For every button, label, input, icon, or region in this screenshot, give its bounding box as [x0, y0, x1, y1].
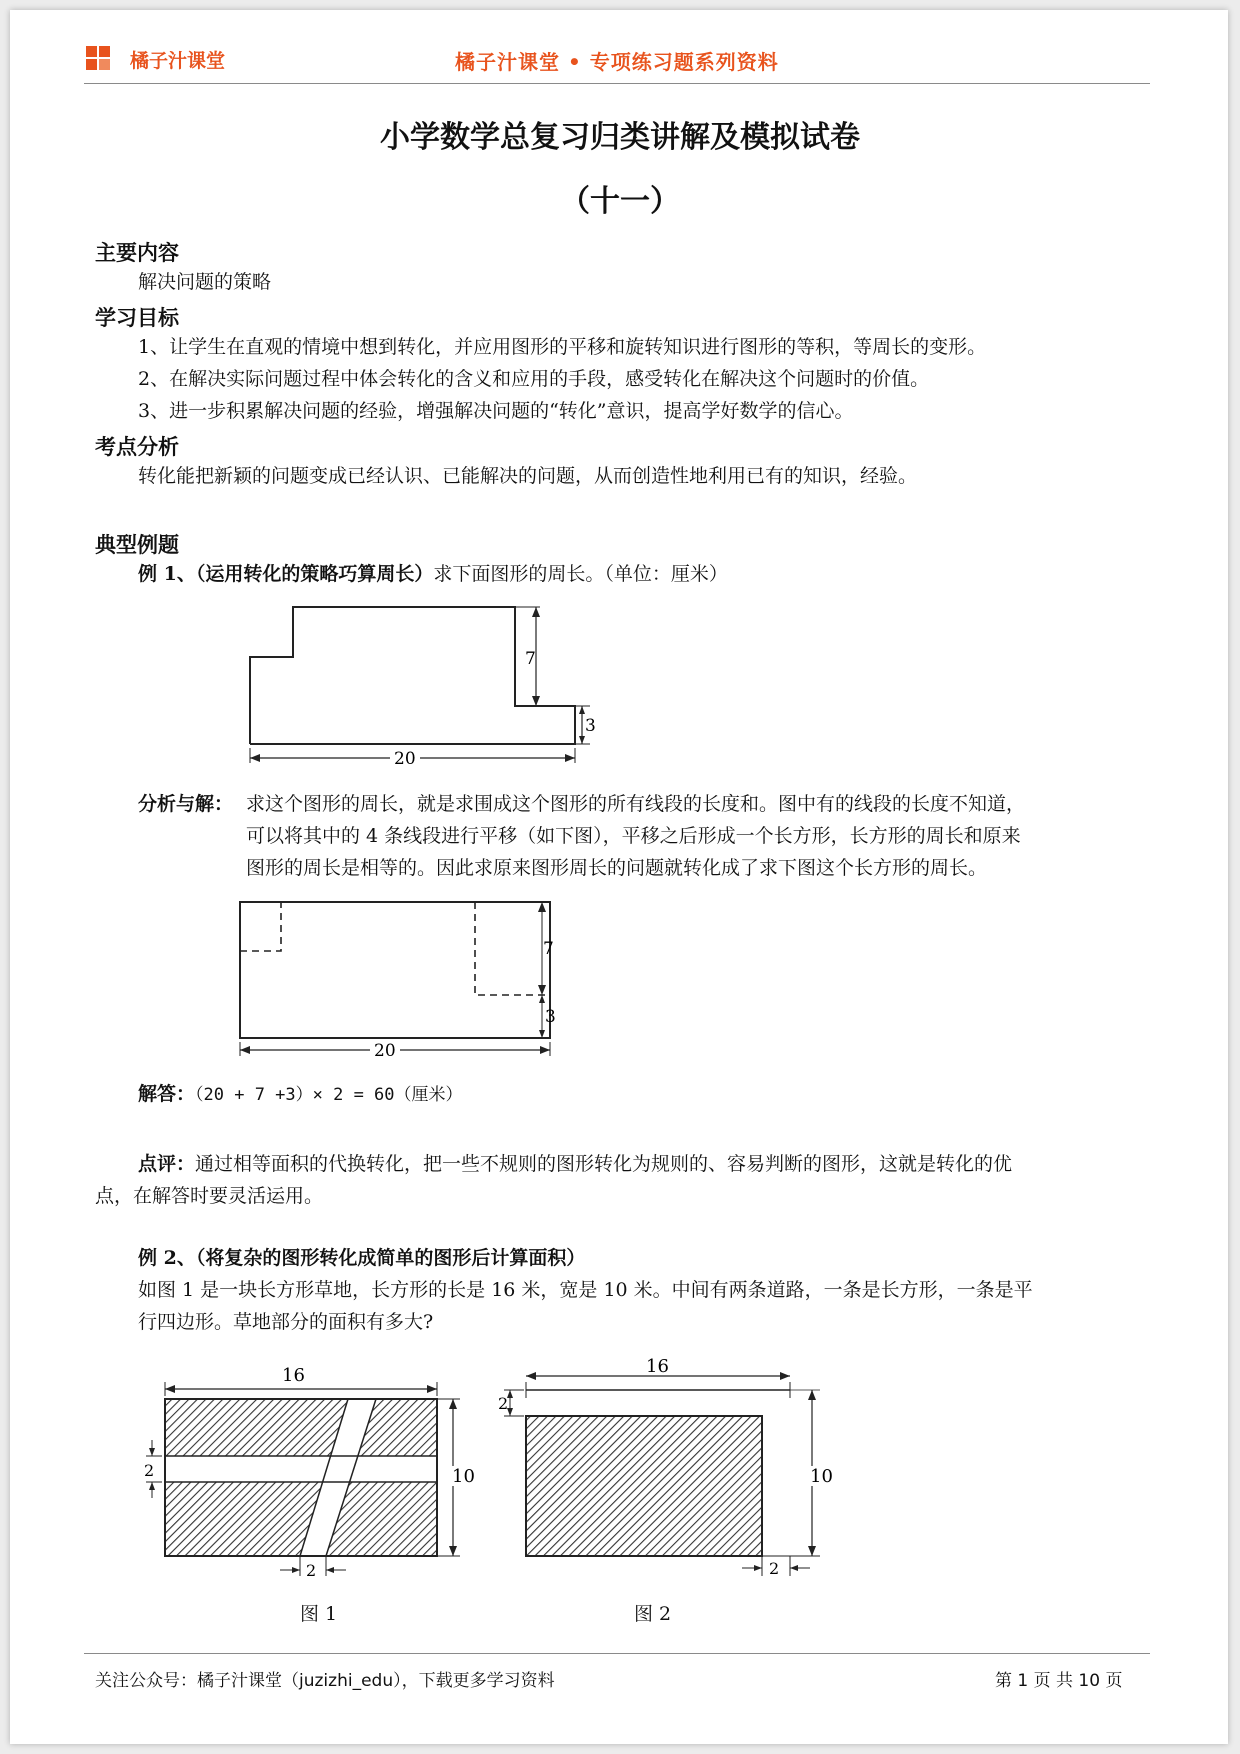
dim-label: 10 — [452, 1466, 475, 1487]
footer-note: 关注公众号：橘子汁课堂（juzizhi_edu），下载更多学习资料 — [95, 1671, 555, 1691]
analysis-label: 分析与解： — [138, 793, 234, 815]
answer-text: （20 + 7 +3）× 2 = 60（厘米） — [195, 1085, 463, 1105]
dim-label: 16 — [282, 1365, 305, 1386]
objective-item: 2、在解决实际问题过程中体会转化的含义和应用的手段，感受转化在解决这个问题时的价值。 — [138, 368, 930, 390]
dim-label: 16 — [646, 1356, 669, 1377]
logo-icon — [84, 44, 128, 76]
example1-title — [138, 558, 728, 590]
dim-label: 7 — [543, 939, 554, 959]
figure2-caption: 图 2 — [634, 1603, 672, 1625]
document-title: 小学数学总复习归类讲解及模拟试卷 — [380, 120, 860, 155]
analysis-text: 转化能把新颖的问题变成已经认识、已能解决的问题，从而创造性地利用已有的知识，经验。 — [138, 465, 918, 487]
dim-label: 2 — [769, 1559, 780, 1578]
comment-label: 点评： — [138, 1153, 196, 1175]
example2-text: 如图 1 是一块长方形草地，长方形的长是 16 米，宽是 10 米。中间有两条道路，一条是长方形，一条是平 — [138, 1279, 1033, 1301]
document-subtitle: （十一） — [560, 184, 680, 219]
dim-label: 20 — [374, 1041, 396, 1061]
objective-item: 1、让学生在直观的情境中想到转化，并应用图形的平移和旋转知识进行图形的等积，等周长的变形。 — [138, 336, 987, 358]
figure1-caption: 图 1 — [300, 1603, 338, 1625]
objective-item: 3、进一步积累解决问题的经验，增强解决问题的“转化”意识，提高学好数学的信心。 — [138, 400, 854, 422]
dim-label: 20 — [394, 749, 416, 769]
dim-label: 7 — [525, 649, 536, 669]
example1-figure — [240, 598, 600, 776]
examples-heading: 典型例题 — [95, 533, 179, 557]
dim-label: 3 — [545, 1007, 556, 1027]
page-number: 第 1 页 共 10 页 — [995, 1671, 1123, 1691]
dim-label: 2 — [498, 1394, 509, 1413]
analysis-line: 图形的周长是相等的。因此求原来图形周长的问题就转化成了求下图这个长方形的周长。 — [246, 857, 988, 879]
objectives-heading: 学习目标 — [95, 306, 179, 330]
answer-label: 解答： — [138, 1083, 196, 1105]
dim-label: 10 — [810, 1466, 833, 1487]
header-brand: 橘子汁课堂 — [130, 50, 226, 72]
analysis-line: 可以将其中的 4 条线段进行平移（如下图），平移之后形成一个长方形，长方形的周长和原来 — [246, 825, 1021, 847]
comment-text-cont: 点，在解答时要灵活运用。 — [95, 1185, 324, 1207]
header-divider — [84, 83, 1150, 84]
main-content-text: 解决问题的策略 — [138, 271, 272, 293]
dim-label: 3 — [585, 716, 596, 736]
main-content-heading: 主要内容 — [95, 241, 179, 265]
example2-text: 行四边形。草地部分的面积有多大? — [138, 1311, 434, 1333]
comment-line — [138, 1148, 1012, 1180]
answer-line — [138, 1078, 463, 1111]
analysis-line: 求这个图形的周长，就是求围成这个图形的所有线段的长度和。图中有的线段的长度不知道， — [246, 793, 1026, 815]
example1-transformed-figure — [232, 894, 592, 1064]
analysis-heading: 考点分析 — [95, 435, 179, 459]
dim-label: 2 — [306, 1561, 317, 1580]
figure-outline — [250, 607, 575, 744]
example2-label: 例 2、（将复杂的图形转化成简单的图形后计算面积） — [138, 1247, 586, 1269]
footer-divider — [84, 1653, 1150, 1654]
example1-question: 求下面图形的周长。（单位：厘米） — [433, 563, 728, 585]
comment-text: 通过相等面积的代换转化，把一些不规则的图形转化为规则的、容易判断的图形，这就是转化的优 — [195, 1153, 1013, 1175]
header-title: 橘子汁课堂 • 专项练习题系列资料 — [455, 50, 779, 74]
example2-figure1 — [140, 1354, 500, 1590]
dim-label: 2 — [144, 1461, 155, 1480]
example1-label: 例 1、（运用转化的策略巧算周长） — [138, 563, 434, 585]
example2-figure2 — [490, 1354, 850, 1590]
